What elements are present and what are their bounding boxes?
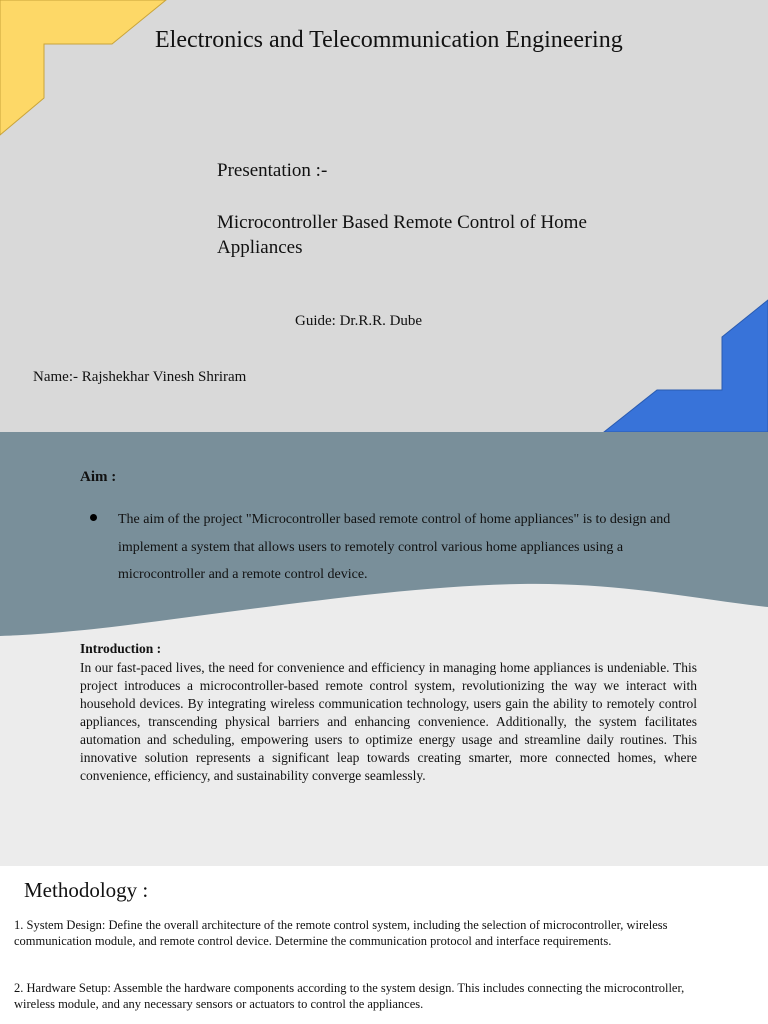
introduction-heading: Introduction :	[80, 641, 162, 656]
yellow-corner-shape	[0, 0, 166, 135]
methodology-item: 1. System Design: Define the overall architecture of the remote control system, including the selection of microcontroller, wireless communication module, and remote control device. Determine the communication protocol and interface requirements.	[14, 918, 668, 948]
blue-corner-shape	[604, 300, 768, 432]
title-slide	[0, 0, 768, 432]
aim-introduction-slide	[0, 432, 768, 866]
methodology-heading: Methodology :	[24, 878, 149, 902]
guide-name: Guide: Dr.R.R. Dube	[295, 313, 423, 329]
methodology-item: 2. Hardware Setup: Assemble the hardware components according to the system design. This includes connecting the microcontroller, wireless module, and any necessary sensors or actuators to control the appliances.	[14, 981, 685, 1011]
aim-text: The aim of the project "Microcontroller based remote control of home appliances" is to design and implement a system that allows users to remotely control various home appliances using a microcontroller and a remote control device.	[118, 512, 671, 582]
bullet-icon	[90, 514, 97, 521]
presentation-title: Microcontroller Based Remote Control of Home Appliances	[217, 212, 587, 258]
introduction-text: In our fast-paced lives, the need for convenience and efficiency in managing home appliances is undeniable. This project introduces a microcontroller-based remote control system, revolutionizing the way we interact with household devices. By integrating wireless communication technology, users gain the ability to remotely control appliances, transcending physical barriers and enhancing convenience. Additionally, the system facilitates automation and scheduling, empowering users to optimize energy usage and streamline daily routines. This innovative solution represents a significant leap towards creating smarter, more connected homes, where convenience, efficiency, and sustainability converge seamlessly.	[80, 660, 697, 783]
slide-title: Electronics and Telecommunication Engineering	[155, 27, 623, 53]
aim-heading: Aim :	[80, 469, 117, 485]
presentation-label: Presentation :-	[217, 160, 328, 181]
student-name: Name:- Rajshekhar Vinesh Shriram	[33, 369, 247, 385]
